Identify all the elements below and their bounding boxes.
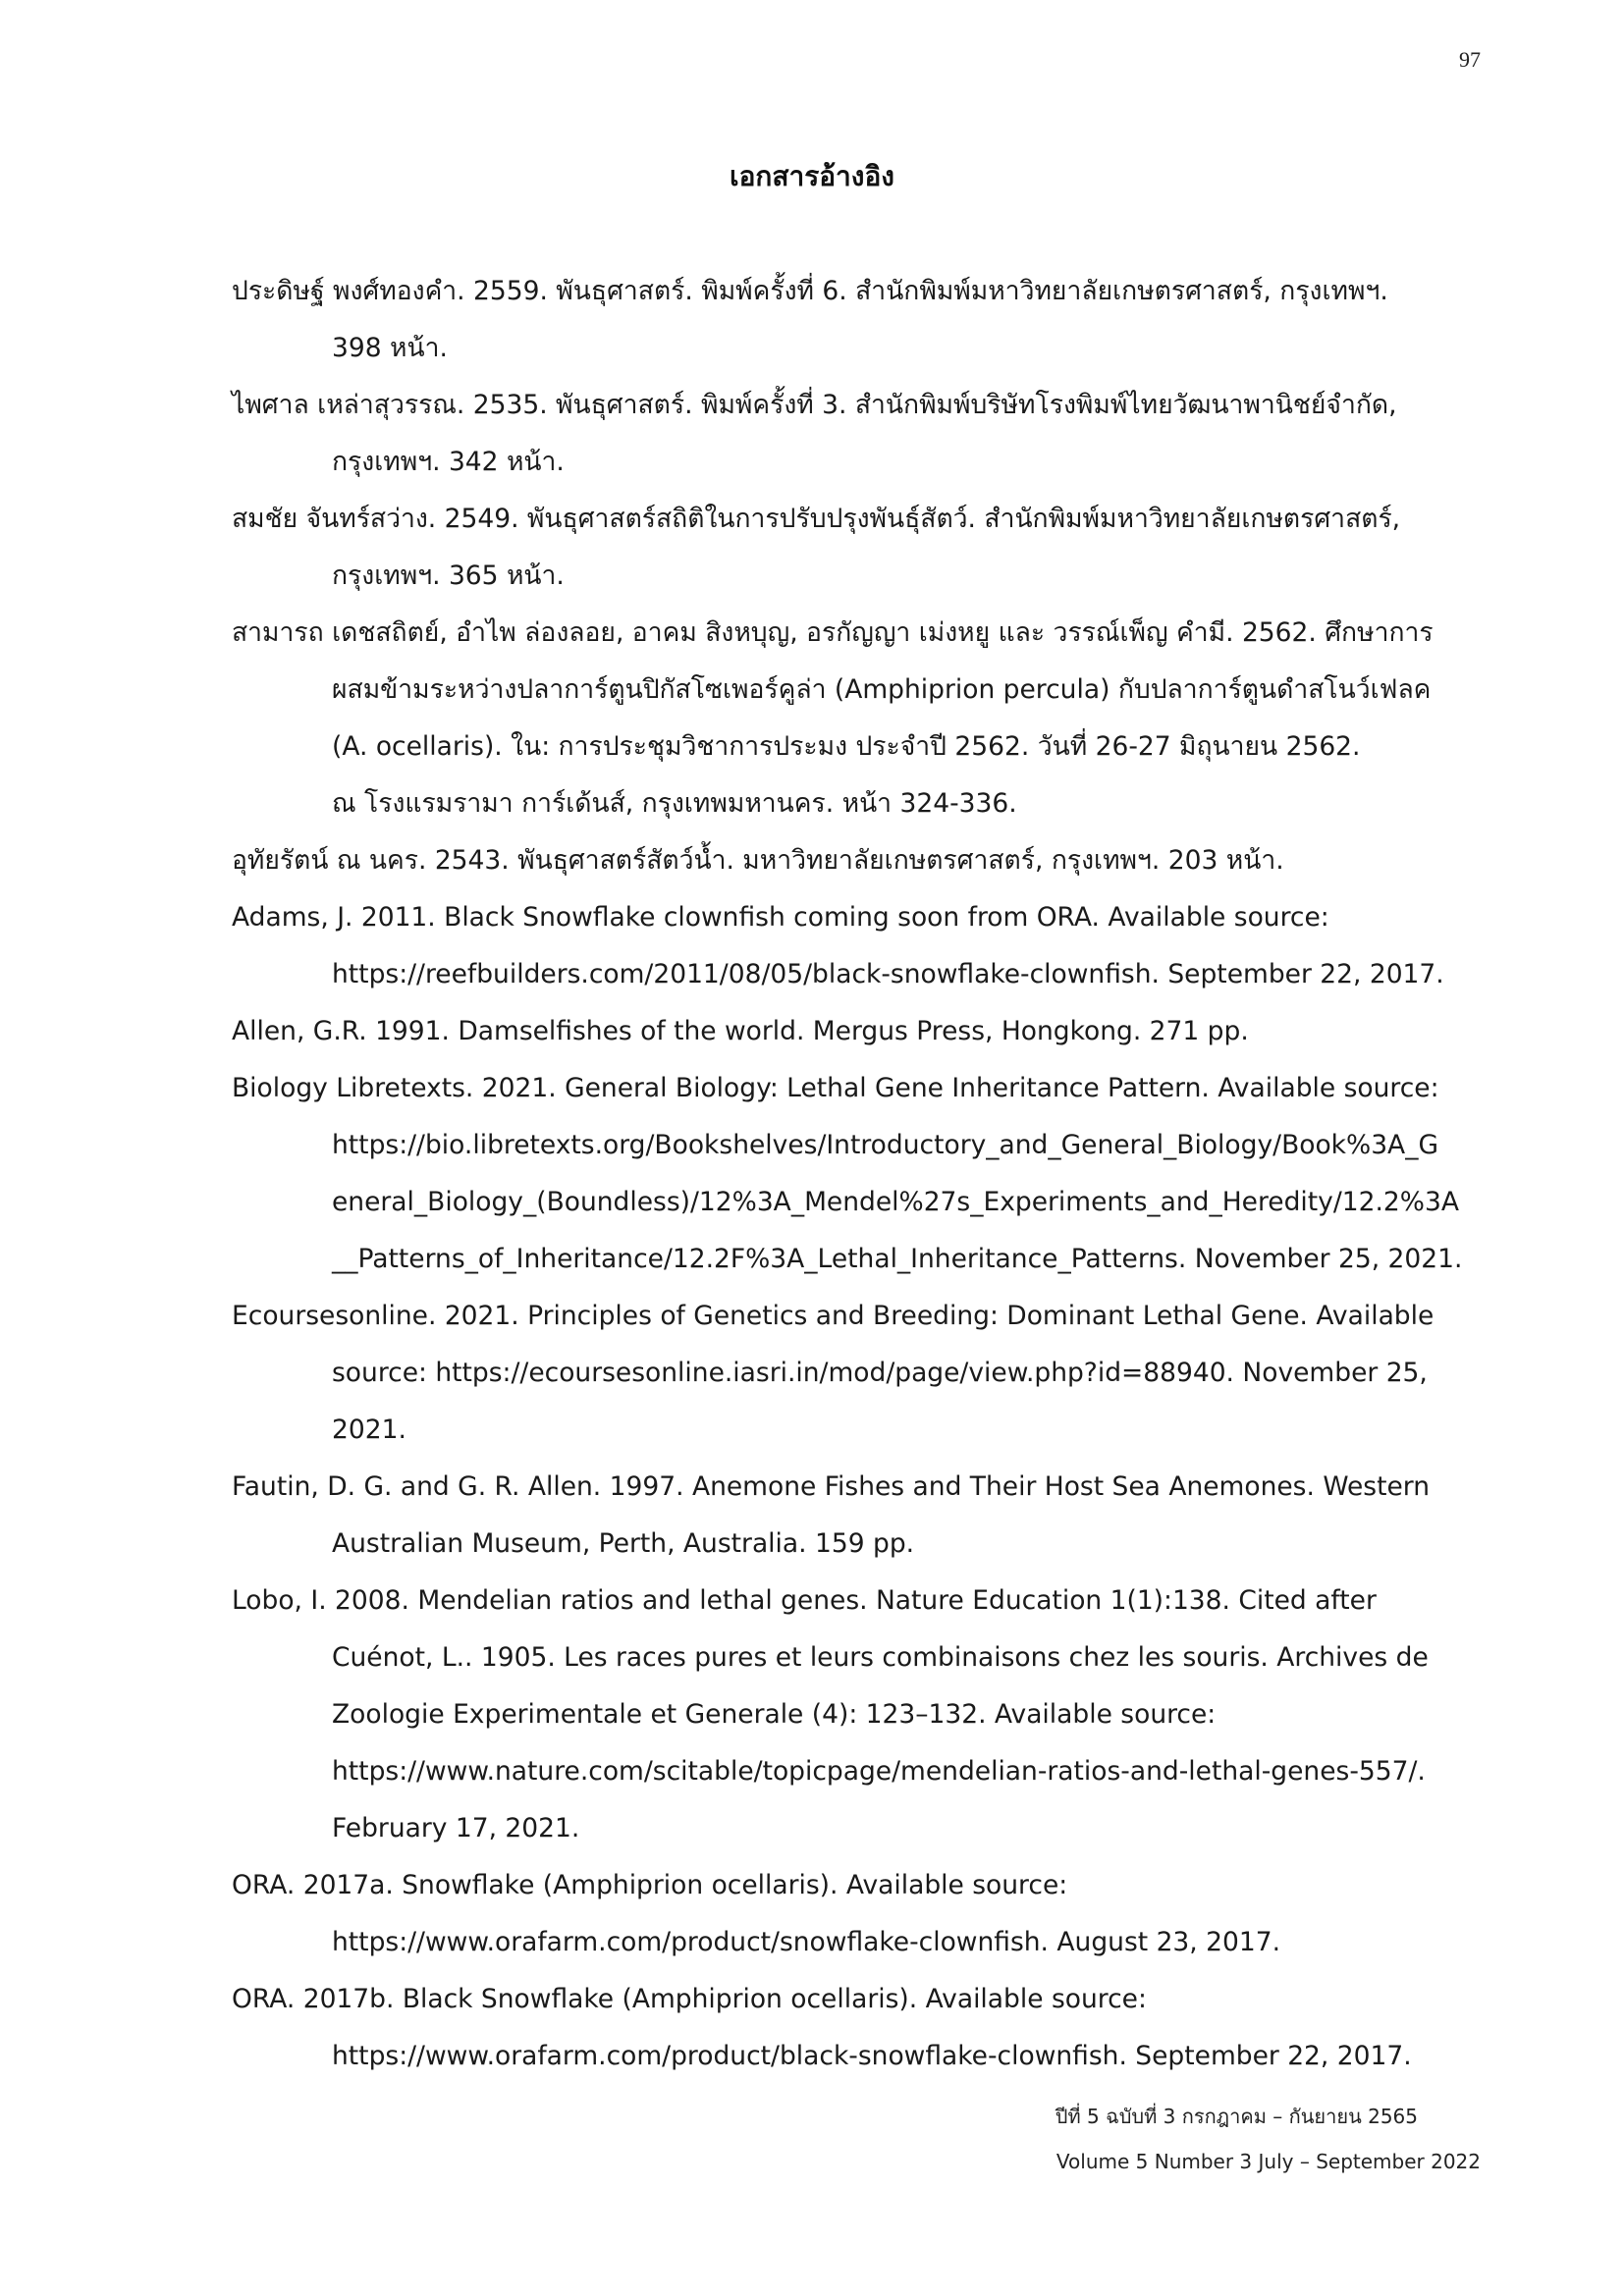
reference-line: สามารถ เดชสถิตย์, อำไพ ล่องลอย, อาคม สิงหบุญ, อรกัญญา เม่งหยู และ วรรณ์เพ็ญ คำมี. 2562. ศึกษาการ bbox=[232, 617, 1434, 648]
page-title: เอกสารอ้างอิง bbox=[730, 160, 894, 192]
page-number: 97 bbox=[1459, 47, 1481, 72]
reference-line: February 17, 2021. bbox=[332, 1813, 580, 1843]
reference-line: ORA. 2017b. Black Snowflake (Amphiprion ocellaris). Available source: bbox=[232, 1984, 1147, 2014]
reference-line: Allen, G.R. 1991. Damselfishes of the world. Mergus Press, Hongkong. 271 pp. bbox=[232, 1016, 1249, 1046]
reference-line: ไพศาล เหล่าสุวรรณ. 2535. พันธุศาสตร์. พิมพ์ครั้งที่ 3. สำนักพิมพ์บริษัทโรงพิมพ์ไทยวัฒนาพานิชย์จำกัด, bbox=[232, 390, 1397, 420]
reference-line: กรุงเทพฯ. 342 หน้า. bbox=[332, 447, 565, 477]
reference-entry bbox=[232, 1003, 1479, 1060]
reference-line: อุทัยรัตน์ ณ นคร. 2543. พันธุศาสตร์สัตว์น้ำ. มหาวิทยาลัยเกษตรศาสตร์, กรุงเทพฯ. 203 หน้า. bbox=[232, 845, 1284, 876]
reference-entry bbox=[232, 1060, 1479, 1288]
reference-entry bbox=[232, 1971, 1479, 2085]
reference-line: ณ โรงแรมรามา การ์เด้นส์, กรุงเทพมหานคร. หน้า 324-336. bbox=[332, 788, 1017, 819]
reference-line: ORA. 2017a. Snowflake (Amphiprion ocellaris). Available source: bbox=[232, 1870, 1068, 1900]
reference-line: https://www.orafarm.com/product/black-snowflake-clownfish. September 22, 2017. bbox=[332, 2041, 1412, 2071]
footer-issue-thai: ปีที่ 5 ฉบับที่ 3 กรกฎาคม – กันยายน 2565 bbox=[1055, 2105, 1418, 2128]
reference-line: (A. ocellaris). ใน: การประชุมวิชาการประมง ประจำปี 2562. วันที่ 26-27 มิถุนายน 2562. bbox=[332, 731, 1361, 762]
reference-entry bbox=[232, 889, 1479, 1003]
reference-line: ประดิษฐ์ พงศ์ทองคำ. 2559. พันธุศาสตร์. พิมพ์ครั้งที่ 6. สำนักพิมพ์มหาวิทยาลัยเกษตรศาสตร์, กรุงเทพฯ. bbox=[232, 276, 1388, 306]
reference-entry bbox=[232, 1459, 1479, 1573]
reference-line: Fautin, D. G. and G. R. Allen. 1997. Anemone Fishes and Their Host Sea Anemones. Western bbox=[232, 1471, 1431, 1502]
reference-line: Ecoursesonline. 2021. Principles of Genetics and Breeding: Dominant Lethal Gene. Available bbox=[232, 1301, 1435, 1331]
reference-line: ผสมข้ามระหว่างปลาการ์ตูนปิกัสโซเพอร์คูล่า (Amphiprion percula) กับปลาการ์ตูนดำสโนว์เฟลค bbox=[332, 674, 1432, 705]
reference-entry bbox=[232, 1288, 1479, 1459]
reference-line: https://reefbuilders.com/2011/08/05/black-snowflake-clownfish. September 22, 2017. bbox=[332, 959, 1444, 989]
reference-line: Cuénot, L.. 1905. Les races pures et leurs combinaisons chez les souris. Archives de bbox=[332, 1642, 1429, 1673]
reference-entry bbox=[232, 491, 1479, 605]
reference-line: https://www.orafarm.com/product/snowflake-clownfish. August 23, 2017. bbox=[332, 1927, 1280, 1957]
footer-issue-english: Volume 5 Number 3 July – September 2022 bbox=[1056, 2150, 1481, 2173]
reference-line: Zoologie Experimentale et Generale (4): 123–132. Available source: bbox=[332, 1699, 1217, 1730]
reference-line: 398 หน้า. bbox=[332, 333, 448, 363]
reference-line: 2021. bbox=[332, 1415, 406, 1445]
reference-entry bbox=[232, 832, 1479, 889]
reference-entry bbox=[232, 377, 1479, 491]
reference-entry bbox=[232, 263, 1479, 377]
reference-line: https://bio.libretexts.org/Bookshelves/Introductory_and_General_Biology/Book%3A_G bbox=[332, 1130, 1438, 1160]
reference-line: Adams, J. 2011. Black Snowflake clownfish coming soon from ORA. Available source: bbox=[232, 902, 1329, 933]
reference-entry bbox=[232, 1573, 1479, 1857]
reference-line: สมชัย จันทร์สว่าง. 2549. พันธุศาสตร์สถิติในการปรับปรุงพันธุ์สัตว์. สำนักพิมพ์มหาวิทยาลัยเกษตรศาสตร์, bbox=[232, 504, 1401, 534]
reference-entry bbox=[232, 1857, 1479, 1971]
reference-line: source: https://ecoursesonline.iasri.in/mod/page/view.php?id=88940. November 25, bbox=[332, 1358, 1428, 1388]
reference-line: กรุงเทพฯ. 365 หน้า. bbox=[332, 561, 565, 591]
reference-line: eneral_Biology_(Boundless)/12%3A_Mendel%27s_Experiments_and_Heredity/12.2%3A bbox=[332, 1187, 1459, 1217]
reference-list bbox=[232, 263, 1479, 2085]
reference-line: __Patterns_of_Inheritance/12.2F%3A_Lethal_Inheritance_Patterns. November 25, 2021. bbox=[332, 1244, 1463, 1274]
reference-line: https://www.nature.com/scitable/topicpage/mendelian-ratios-and-lethal-genes-557/. bbox=[332, 1756, 1426, 1787]
reference-line: Australian Museum, Perth, Australia. 159 pp. bbox=[332, 1528, 915, 1559]
reference-entry bbox=[232, 605, 1479, 832]
reference-line: Biology Libretexts. 2021. General Biology: Lethal Gene Inheritance Pattern. Available source: bbox=[232, 1073, 1439, 1103]
reference-line: Lobo, I. 2008. Mendelian ratios and lethal genes. Nature Education 1(1):138. Cited after bbox=[232, 1585, 1377, 1616]
